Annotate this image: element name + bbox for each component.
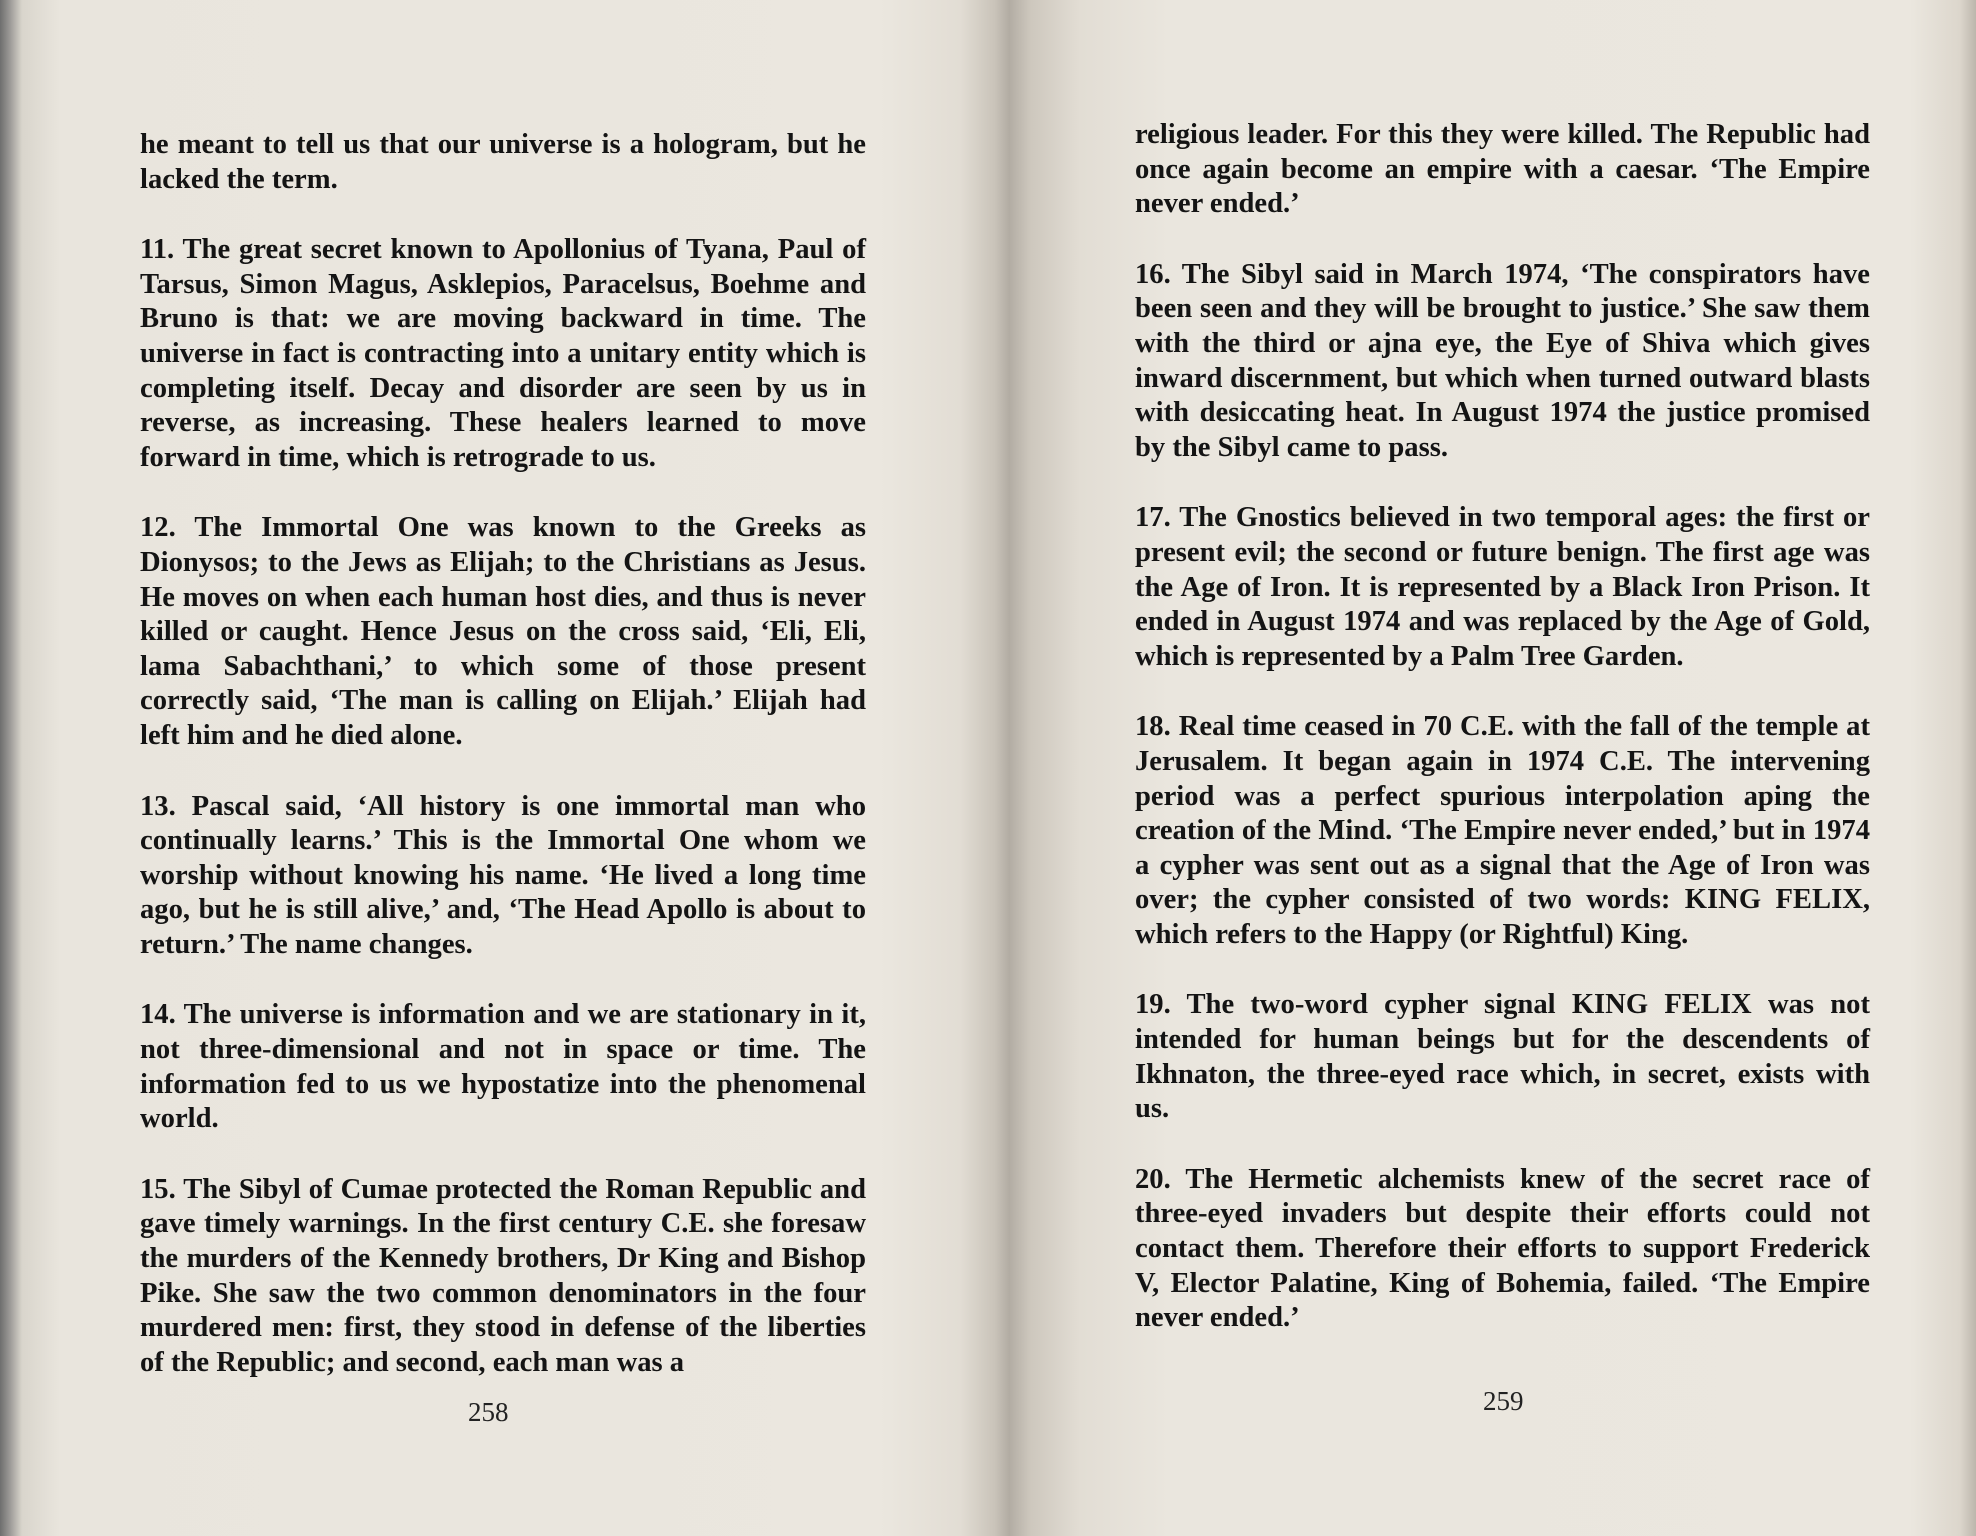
paragraph-15: 15. The Sibyl of Cumae protected the Roman Republic and gave timely warnings. In the first century C.E. she foresaw the murders of the Kennedy brothers, Dr King and Bishop Pike. She saw the two common denominators in the four murdered men: first, they stood in defense of the liberties of the Republic; and second, each man was a [140,1173,866,1378]
paragraph-19: 19. The two-word cypher signal KING FELIX was not intended for human beings but for the descendents of Ikhnaton, the three-eyed race which, in secret, exists with us. [1135,989,1870,1125]
right-page-text [1135,118,1870,1336]
paragraph-13: 13. Pascal said, ‘All history is one immortal man who continually learns.’ This is the Immortal One whom we worship without knowing his name. ‘He lived a long time ago, but he is still alive,’ and, ‘The Head Apollo is about to return.’ The name changes. [140,790,866,960]
paragraph-continuation: he meant to tell us that our universe is a hologram, but he lacked the term. [140,129,866,195]
left-page-text [140,128,866,1380]
paragraph-20: 20. The Hermetic alchemists knew of the secret race of three-eyed invaders but despite their efforts could not contact them. Therefore their efforts to support Frederick V, Elector Palatine, King of Bohemia, failed. ‘The Empire never ended.’ [1135,1163,1870,1334]
paragraph-18: 18. Real time ceased in 70 C.E. with the fall of the temple at Jerusalem. It began again in 1974 C.E. The intervening period was a perfect spurious interpolation aping the creation of the Mind. ‘The Empire never ended,’ but in 1974 a cypher was sent out as a signal that the Age of Iron was over; the cypher consisted of two words: KING FELIX, which refers to the Happy (or Rightful) King. [1135,711,1870,950]
paragraph-11: 11. The great secret known to Apollonius of Tyana, Paul of Tarsus, Simon Magus, Asklepios, Paracelsus, Boehme and Bruno is that: we are moving backward in time. The universe in fact is contracting into a unitary entity which is completing itself. Decay and disorder are seen by us in reverse, as increasing. These healers learned to move forward in time, which is retrograde to us. [140,234,866,473]
page-number-right: 259 [1483,1386,1524,1416]
paragraph-15-continued: religious leader. For this they were killed. The Republic had once again become an empire with a caesar. ‘The Empire never ended.’ [1135,119,1870,220]
paragraph-14: 14. The universe is information and we are stationary in it, not three-dimensional and not in space or time. The information fed to us we hypostatize into the phenomenal world. [140,999,866,1135]
paragraph-16: 16. The Sibyl said in March 1974, ‘The conspirators have been seen and they will be brought to justice.’ She saw them with the third or ajna eye, the Eye of Shiva which gives inward discernment, but which when turned outward blasts with desiccating heat. In August 1974 the justice promised by the Sibyl came to pass. [1135,258,1870,463]
paragraph-12: 12. The Immortal One was known to the Greeks as Dionysos; to the Jews as Elijah; to the Christians as Jesus. He moves on when each human host dies, and thus is never killed or caught. Hence Jesus on the cross said, ‘Eli, Eli, lama Sabachthani,’ to which some of those present correctly said, ‘The man is calling on Elijah.’ Elijah had left him and he died alone. [140,512,866,751]
right-page [1010,0,1976,1536]
paragraph-17: 17. The Gnostics believed in two temporal ages: the first or present evil; the second or future benign. The first age was the Age of Iron. It is represented by a Black Iron Prison. It ended in August 1974 and was replaced by the Age of Gold, which is represented by a Palm Tree Garden. [1135,502,1870,672]
page-number-left: 258 [468,1397,509,1427]
